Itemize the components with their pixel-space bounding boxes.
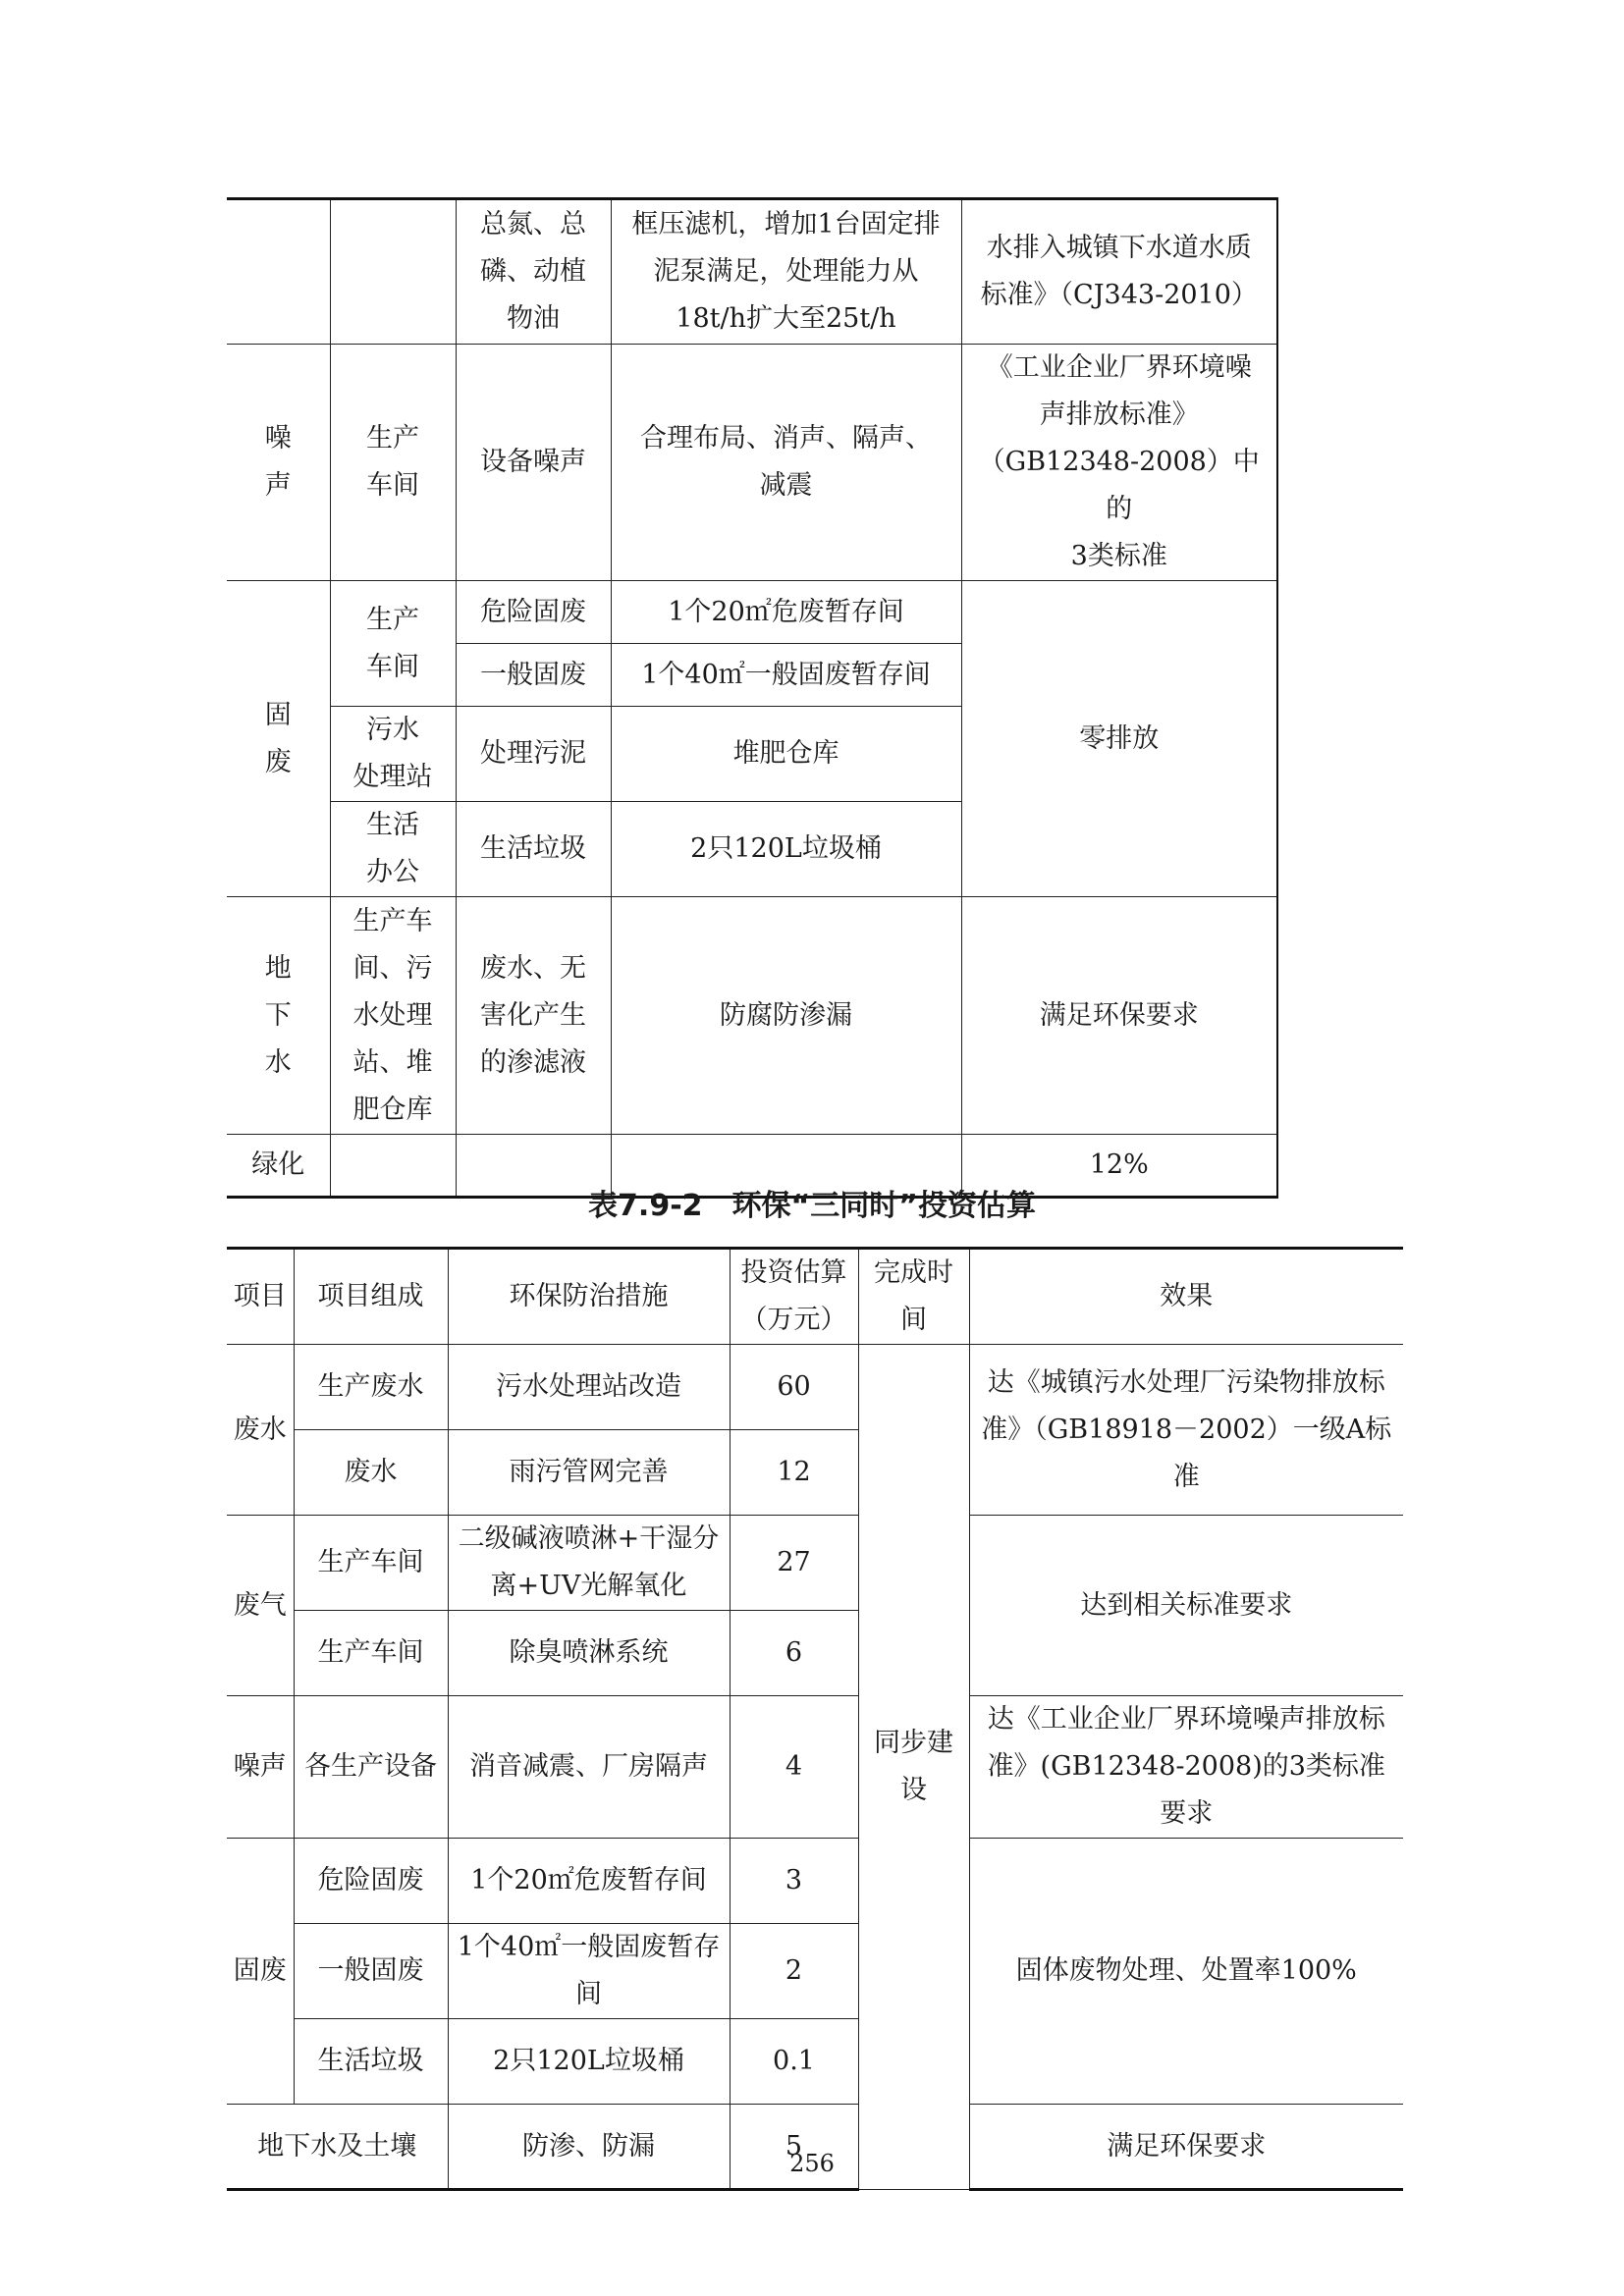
effect-cell: 达《工业企业厂界环境噪声排放标 准》(GB12348-2008)的3类标准要求 [969,1696,1403,1839]
component-cell: 生活垃圾 [294,2019,448,2105]
table-row [227,897,1277,1135]
measure-cell: 雨污管网完善 [448,1430,730,1516]
pollutant-cell: 设备噪声 [456,345,611,581]
effect-cell: 满足环保要求 [969,2105,1403,2190]
pollutant-cell: 一般固废 [456,644,611,707]
measure-cell: 污水处理站改造 [448,1345,730,1430]
investment-cell: 2 [730,1924,858,2019]
source-cell: 生产 车间 [330,581,456,707]
pollutant-cell: 总氮、总 磷、动植 物油 [456,199,611,345]
table-row [227,1516,1403,1611]
page-number: 256 [789,2150,835,2177]
investment-cell: 60 [730,1345,858,1430]
standard-cell: 零排放 [961,581,1277,897]
table-row [227,345,1277,581]
investment-cell: 6 [730,1611,858,1696]
table-row [227,1839,1403,1924]
effect-cell: 达到相关标准要求 [969,1516,1403,1696]
table-header-row [227,1249,1403,1345]
item-cell: 废气 [227,1516,294,1696]
header-measure: 环保防治措施 [448,1249,730,1345]
source-cell: 生产车 间、污 水处理 站、堆 肥仓库 [330,897,456,1135]
measure-cell: 1个20㎡危废暂存间 [448,1839,730,1924]
pollutant-cell: 生活垃圾 [456,802,611,897]
table-caption: 表7.9-2 环保“三同时”投资估算 [588,1189,1036,1223]
investment-cell: 5 [730,2105,858,2190]
investment-cell: 0.1 [730,2019,858,2105]
measure-cell: 2只120L垃圾桶 [611,802,961,897]
source-cell: 生产 车间 [330,345,456,581]
table-row [227,1696,1403,1839]
component-cell: 危险固废 [294,1839,448,1924]
investment-cell: 12 [730,1430,858,1516]
investment-cell: 4 [730,1696,858,1839]
measure-cell: 防腐防渗漏 [611,897,961,1135]
header-component: 项目组成 [294,1249,448,1345]
effect-cell: 达《城镇污水处理厂污染物排放标 准》（GB18918－2002）一级A标 准 [969,1345,1403,1516]
header-completion-time: 完成时 间 [858,1249,969,1345]
measure-cell: 合理布局、消声、隔声、 减震 [611,345,961,581]
measure-cell: 堆肥仓库 [611,707,961,802]
measure-cell: 二级碱液喷淋+干湿分 离+UV光解氧化 [448,1516,730,1611]
completion-time-cell: 同步建 设 [858,1345,969,2190]
measure-cell: 防渗、防漏 [448,2105,730,2190]
investment-table [227,1247,1403,2191]
component-cell: 生产车间 [294,1516,448,1611]
header-investment: 投资估算 （万元） [730,1249,858,1345]
standard-cell: 水排入城镇下水道水质 标准》（CJ343-2010） [961,199,1277,345]
header-item: 项目 [227,1249,294,1345]
measure-cell: 除臭喷淋系统 [448,1611,730,1696]
item-cell: 地下水及土壤 [227,2105,448,2190]
table-row [227,199,1277,345]
table-row [227,581,1277,644]
source-cell: 污水 处理站 [330,707,456,802]
category-cell: 地 下 水 [227,897,330,1135]
measure-cell: 1个40㎡一般固废暂存 间 [448,1924,730,2019]
source-cell: 生活 办公 [330,802,456,897]
measure-cell: 消音减震、厂房隔声 [448,1696,730,1839]
table-row [227,1345,1403,1430]
measure-cell: 1个40㎡一般固废暂存间 [611,644,961,707]
pollutant-cell: 危险固废 [456,581,611,644]
item-cell: 废水 [227,1345,294,1516]
effect-cell: 固体废物处理、处置率100% [969,1839,1403,2105]
component-cell: 各生产设备 [294,1696,448,1839]
category-cell: 绿化 [227,1135,330,1198]
category-cell: 固 废 [227,581,330,897]
component-cell: 一般固废 [294,1924,448,2019]
item-cell: 噪声 [227,1696,294,1839]
item-cell: 固废 [227,1839,294,2105]
measure-cell: 2只120L垃圾桶 [448,2019,730,2105]
component-cell: 生产废水 [294,1345,448,1430]
measure-cell: 1个20㎡危废暂存间 [611,581,961,644]
table-continued [227,197,1278,1199]
standard-cell: 满足环保要求 [961,897,1277,1135]
pollutant-cell: 处理污泥 [456,707,611,802]
category-cell: 噪 声 [227,345,330,581]
investment-cell: 3 [730,1839,858,1924]
component-cell: 生产车间 [294,1611,448,1696]
component-cell: 废水 [294,1430,448,1516]
standard-cell: 12% [961,1135,1277,1198]
standard-cell: 《工业企业厂界环境噪 声排放标准》 （GB12348-2008）中的 3类标准 [961,345,1277,581]
measure-cell: 框压滤机，增加1台固定排 泥泵满足，处理能力从 18t/h扩大至25t/h [611,199,961,345]
header-effect: 效果 [969,1249,1403,1345]
investment-cell: 27 [730,1516,858,1611]
pollutant-cell: 废水、无 害化产生 的渗滤液 [456,897,611,1135]
